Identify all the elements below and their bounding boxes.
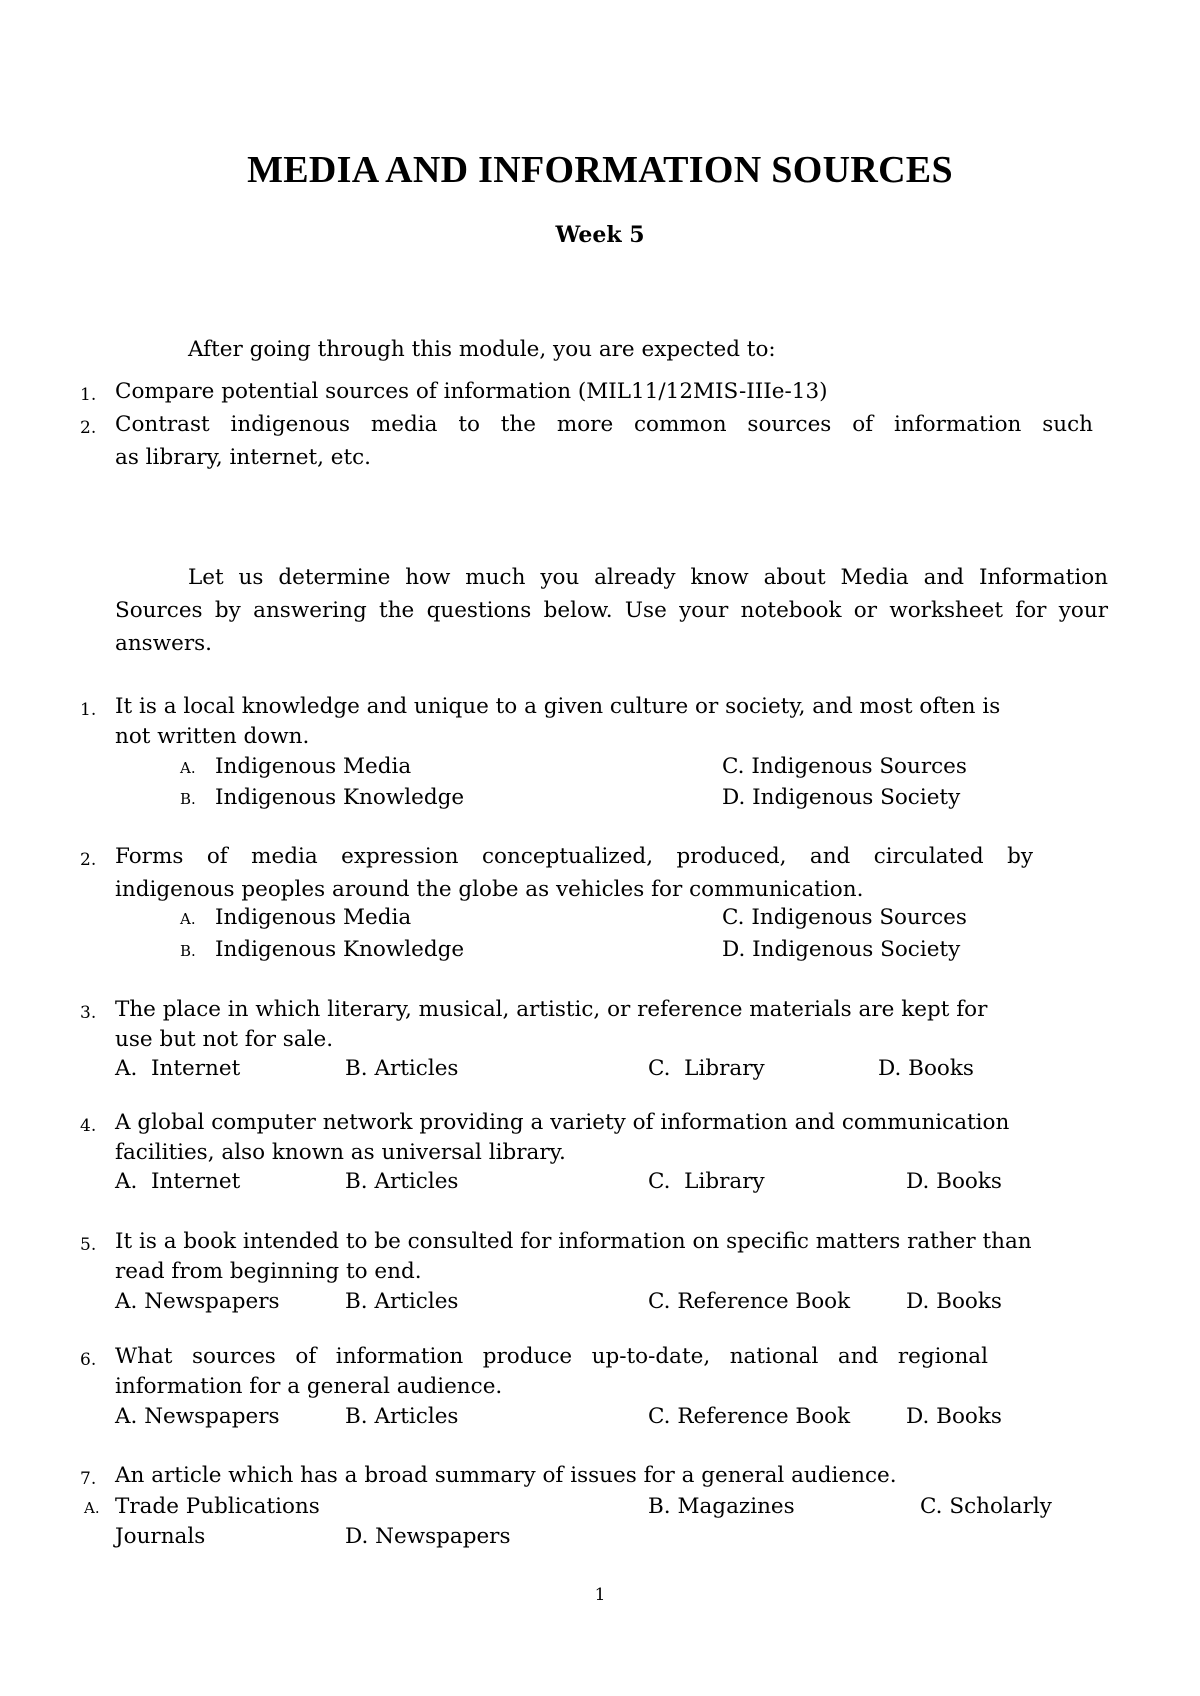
page-title: MEDIA AND INFORMATION SOURCES (247, 149, 953, 191)
question-text: It is a book intended to be consulted for information on specific matters rather than (115, 1229, 1032, 1254)
question-text: It is a local knowledge and unique to a given culture or society, and most often is (115, 694, 1001, 719)
choice-text: Indigenous Knowledge (215, 937, 465, 962)
page-number: 1 (594, 1585, 606, 1605)
question-text: The place in which literary, musical, artistic, or reference materials are kept for (115, 997, 988, 1022)
choice-text: B. Articles (345, 1404, 459, 1429)
question-text: indigenous peoples around the globe as vehicles for communication. (115, 877, 864, 902)
objective-text: as library, internet, etc. (115, 445, 372, 470)
choice-text: D. Books (906, 1289, 1002, 1314)
question-text: information for a general audience. (115, 1374, 503, 1399)
question-number: 6. (80, 1350, 97, 1370)
question-number: 3. (80, 1003, 97, 1023)
choice-text: C. Indigenous Sources (722, 754, 967, 779)
choice-text: Indigenous Media (215, 905, 412, 930)
choice-text: A. Internet (115, 1056, 241, 1081)
choice-letter: A. (180, 759, 196, 777)
choice-letter: A. (180, 910, 196, 928)
pretest-intro: Let us determine how much you already know about Media and Information (188, 565, 1108, 590)
choice-text: D. Books (906, 1404, 1002, 1429)
choice-text: B. Magazines (648, 1494, 795, 1519)
choice-text: C. Scholarly (920, 1494, 1052, 1519)
choice-text: C. Library (648, 1169, 765, 1194)
choice-text: A. Internet (115, 1169, 241, 1194)
question-number: 4. (80, 1116, 97, 1136)
choice-text: Journals (115, 1524, 206, 1549)
question-number: 7. (80, 1469, 97, 1489)
choice-text: B. Articles (345, 1289, 459, 1314)
choice-text: A. Newspapers (115, 1289, 280, 1314)
week-label: Week 5 (555, 222, 645, 248)
question-text: read from beginning to end. (115, 1259, 422, 1284)
objective-text: Contrast indigenous media to the more common sources of information such (115, 412, 1093, 437)
pretest-intro: answers. (115, 631, 212, 656)
question-text: use but not for sale. (115, 1027, 334, 1052)
choice-text: D. Indigenous Society (722, 937, 961, 962)
question-text: facilities, also known as universal library. (115, 1140, 566, 1165)
choice-text: C. Reference Book (648, 1404, 851, 1429)
question-text: A global computer network providing a variety of information and communication (115, 1110, 1010, 1135)
choice-text: Trade Publications (115, 1494, 320, 1519)
choice-text: C. Indigenous Sources (722, 905, 967, 930)
choice-text: B. Articles (345, 1056, 459, 1081)
choice-text: C. Library (648, 1056, 765, 1081)
objective-text: Compare potential sources of information (MIL11/12MIS-IIIe-13) (115, 379, 828, 404)
choice-text: A. Newspapers (115, 1404, 280, 1429)
choice-letter: B. (180, 942, 196, 960)
question-text: not written down. (115, 724, 310, 749)
choice-text: Indigenous Media (215, 754, 412, 779)
question-number: 1. (80, 700, 97, 720)
pretest-intro: Sources by answering the questions below. Use your notebook or worksheet for your (115, 598, 1108, 623)
objective-number: 2. (80, 418, 97, 438)
choice-text: B. Articles (345, 1169, 459, 1194)
objective-number: 1. (80, 385, 97, 405)
question-number: 2. (80, 850, 97, 870)
choice-text: D. Books (906, 1169, 1002, 1194)
choice-text: D. Books (878, 1056, 974, 1081)
choice-text: Indigenous Knowledge (215, 785, 465, 810)
choice-text: C. Reference Book (648, 1289, 851, 1314)
question-text: What sources of information produce up-to-date, national and regional (115, 1344, 988, 1369)
question-number: 5. (80, 1235, 97, 1255)
question-text: Forms of media expression conceptualized, produced, and circulated by (115, 844, 1033, 869)
question-text: An article which has a broad summary of issues for a general audience. (115, 1463, 897, 1488)
choice-text: D. Newspapers (345, 1524, 511, 1549)
objectives-intro: After going through this module, you are expected to: (188, 337, 776, 362)
choice-letter: A. (84, 1499, 100, 1517)
choice-text: D. Indigenous Society (722, 785, 961, 810)
choice-letter: B. (180, 790, 196, 808)
